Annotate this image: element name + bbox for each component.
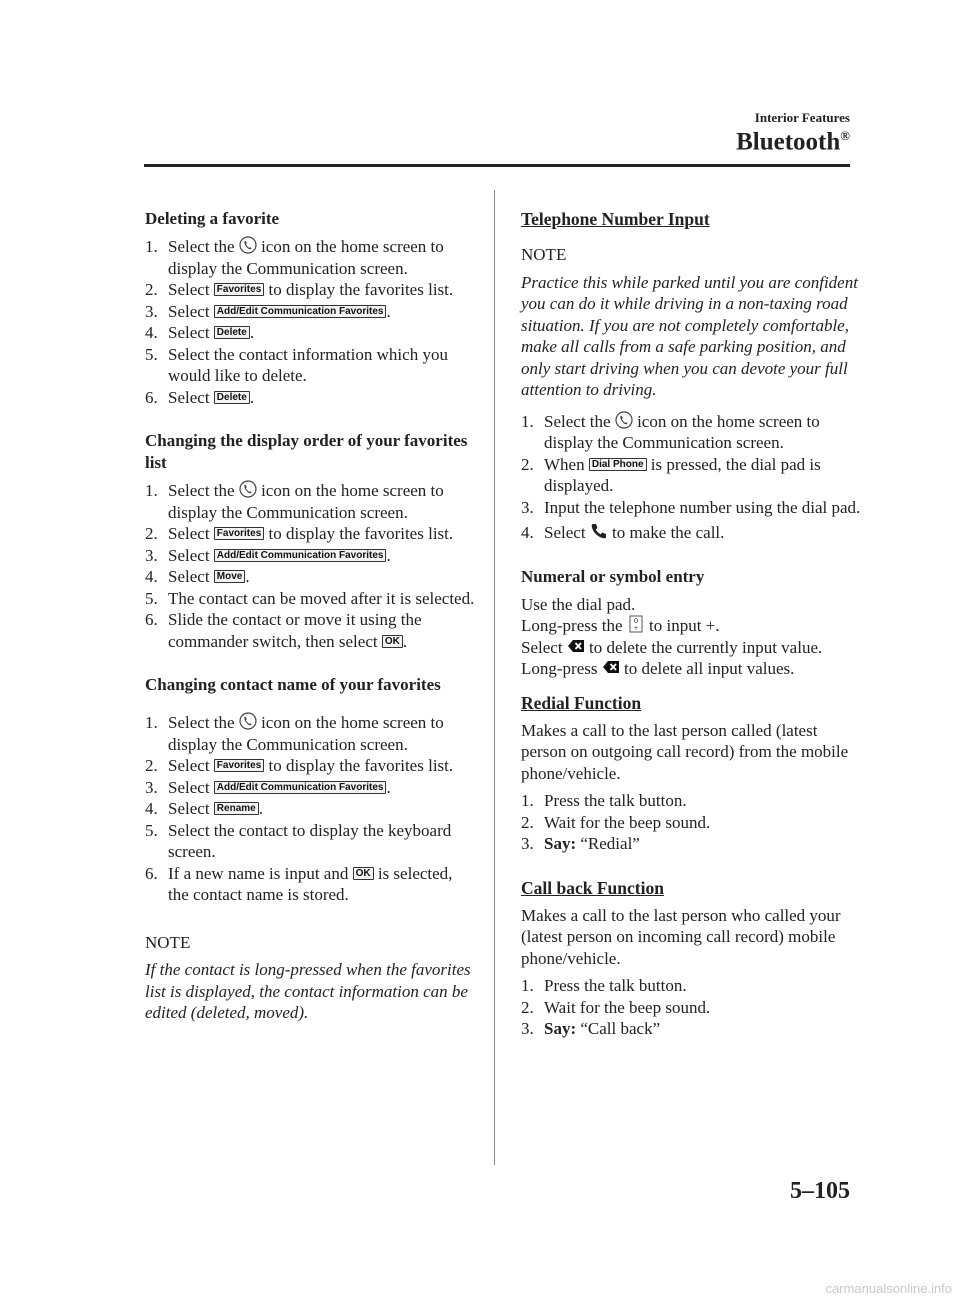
heading-telephone-number-input: Telephone Number Input bbox=[521, 209, 710, 229]
favorites-button: Favorites bbox=[214, 759, 264, 772]
step-number: 4. bbox=[145, 323, 158, 342]
list-item bbox=[145, 301, 475, 323]
line-text: Select bbox=[521, 637, 563, 657]
list-item bbox=[145, 588, 475, 610]
line-text: to delete all input values. bbox=[623, 659, 795, 678]
step-number: 1. bbox=[145, 481, 158, 500]
step-number: 3. bbox=[145, 301, 158, 321]
list-item bbox=[145, 236, 475, 279]
callback-description: Makes a call to the last person who called your (latest person on incoming call record) mobile phone/vehicle. bbox=[521, 905, 841, 968]
step-text: icon on the home screen to display the Communication screen. bbox=[168, 481, 444, 522]
numeral-line bbox=[521, 658, 861, 680]
list-item bbox=[521, 522, 861, 544]
steps-contact-name bbox=[145, 712, 475, 906]
step-text: Select the bbox=[544, 411, 611, 431]
step-number: 1. bbox=[145, 237, 158, 256]
page-title-text: Bluetooth bbox=[736, 128, 841, 156]
ok-button: OK bbox=[353, 867, 374, 880]
step-number: 6. bbox=[145, 387, 158, 407]
step-number: 2. bbox=[521, 812, 534, 832]
step-number: 5. bbox=[145, 820, 158, 840]
steps-deleting-favorite bbox=[145, 236, 475, 408]
rename-button: Rename bbox=[214, 802, 259, 815]
heading-display-order: Changing the display order of your favorites list bbox=[145, 431, 468, 472]
step-text: “Call back” bbox=[580, 1019, 661, 1038]
step-text: Select bbox=[168, 777, 210, 797]
step-text: to make the call. bbox=[612, 523, 725, 542]
step-text: The contact can be moved after it is selected. bbox=[168, 588, 475, 608]
step-text: Select the bbox=[168, 481, 235, 500]
header-rule bbox=[144, 164, 850, 167]
step-text: Select bbox=[168, 280, 210, 299]
dial-phone-button: Dial Phone bbox=[589, 458, 647, 471]
step-text: to display the favorites list. bbox=[268, 524, 454, 543]
step-text: Select bbox=[168, 524, 210, 543]
heading-numeral-symbol-entry: Numeral or symbol entry bbox=[521, 566, 705, 586]
line-text: to delete the currently input value. bbox=[589, 637, 823, 657]
step-text: Select bbox=[168, 387, 210, 407]
step-text: . bbox=[249, 387, 255, 407]
list-item bbox=[521, 790, 861, 812]
step-text: Wait for the beep sound. bbox=[544, 812, 711, 832]
step-number: 5. bbox=[145, 588, 158, 608]
list-item bbox=[521, 411, 861, 454]
step-number: 2. bbox=[145, 524, 158, 543]
step-number: 1. bbox=[145, 713, 158, 732]
ok-button: OK bbox=[382, 635, 403, 648]
numeral-line: Use the dial pad. bbox=[521, 594, 636, 614]
backspace-icon bbox=[602, 658, 620, 676]
step-text: . bbox=[386, 545, 391, 565]
page-title bbox=[736, 128, 850, 156]
favorites-button: Favorites bbox=[214, 283, 264, 296]
step-number: 2. bbox=[521, 454, 534, 474]
step-text: is selected, the contact name is stored. bbox=[168, 863, 453, 904]
favorites-button: Favorites bbox=[214, 527, 264, 540]
backspace-icon bbox=[567, 637, 585, 655]
say-label: Say: bbox=[544, 1019, 577, 1038]
phone-handset-icon bbox=[590, 522, 608, 540]
step-number: 3. bbox=[521, 497, 534, 517]
list-item bbox=[145, 279, 475, 301]
step-text: . bbox=[386, 301, 391, 321]
step-text: Press the talk button. bbox=[544, 976, 687, 995]
right-column bbox=[521, 208, 861, 1040]
note-text: Practice this while parked until you are confident you can do it while driving in a non-taxing road situation. If you are not completely comfortable, make all calls from a safe parking position, and only start driving when you can devote your full attention to driving. bbox=[521, 272, 858, 399]
step-text: Select the bbox=[168, 713, 235, 732]
step-text: Select bbox=[168, 545, 210, 565]
step-number: 1. bbox=[521, 791, 534, 810]
step-text: Select bbox=[168, 301, 210, 321]
numeral-line bbox=[521, 615, 861, 637]
watermark-link[interactable]: carmanualsonline.info bbox=[825, 1281, 952, 1296]
delete-button: Delete bbox=[214, 391, 250, 404]
list-item bbox=[145, 322, 475, 344]
step-text: Select the contact information which you would like to delete. bbox=[168, 344, 448, 385]
step-text: to display the favorites list. bbox=[268, 756, 454, 775]
add-edit-favorites-button: Add/Edit Communication Favorites bbox=[214, 305, 387, 318]
step-text: Select bbox=[544, 523, 586, 542]
step-text: icon on the home screen to display the Communication screen. bbox=[168, 237, 444, 278]
step-text: . bbox=[402, 631, 408, 651]
step-number: 6. bbox=[145, 863, 158, 883]
list-item bbox=[145, 798, 475, 820]
list-item bbox=[145, 566, 475, 588]
list-item bbox=[521, 1018, 861, 1040]
step-text: to display the favorites list. bbox=[268, 280, 454, 299]
list-item bbox=[521, 497, 861, 519]
note-label: NOTE bbox=[521, 245, 567, 264]
list-item bbox=[521, 997, 861, 1019]
step-text: Select bbox=[168, 799, 210, 818]
list-item bbox=[145, 545, 475, 567]
step-number: 5. bbox=[145, 344, 158, 364]
list-item bbox=[145, 523, 475, 545]
steps-call-back bbox=[521, 975, 861, 1040]
page-number: 5–105 bbox=[790, 1178, 850, 1204]
list-item bbox=[145, 609, 475, 652]
step-text: Press the talk button. bbox=[544, 791, 687, 810]
registered-mark: ® bbox=[840, 128, 850, 143]
step-text: Select the contact to display the keyboard screen. bbox=[168, 820, 452, 861]
delete-button: Delete bbox=[214, 326, 250, 339]
steps-redial bbox=[521, 790, 861, 855]
step-text: Select bbox=[168, 756, 210, 775]
communication-icon bbox=[239, 712, 257, 730]
step-text: When bbox=[544, 454, 585, 474]
communication-icon bbox=[239, 480, 257, 498]
step-number: 4. bbox=[145, 567, 158, 586]
line-text: to input +. bbox=[649, 616, 720, 635]
step-text: Select bbox=[168, 323, 210, 342]
heading-deleting-favorite: Deleting a favorite bbox=[145, 209, 280, 228]
step-number: 2. bbox=[521, 997, 534, 1017]
steps-display-order bbox=[145, 480, 475, 652]
communication-icon bbox=[615, 411, 633, 429]
section-label: Interior Features bbox=[754, 110, 850, 125]
step-text: Select bbox=[168, 567, 210, 586]
step-number: 1. bbox=[521, 411, 534, 431]
heading-redial-function: Redial Function bbox=[521, 692, 642, 713]
step-text: Select the bbox=[168, 237, 235, 256]
step-number: 2. bbox=[145, 756, 158, 775]
step-number: 3. bbox=[521, 1019, 534, 1038]
move-button: Move bbox=[214, 570, 246, 583]
step-text: . bbox=[386, 777, 391, 797]
step-number: 3. bbox=[145, 777, 158, 797]
list-item bbox=[145, 387, 475, 409]
add-edit-favorites-button: Add/Edit Communication Favorites bbox=[214, 549, 387, 562]
list-item bbox=[521, 812, 861, 834]
list-item bbox=[145, 755, 475, 777]
step-text: Wait for the beep sound. bbox=[544, 997, 711, 1017]
step-number: 4. bbox=[521, 523, 534, 542]
step-text: icon on the home screen to display the Communication screen. bbox=[168, 713, 444, 754]
step-text: icon on the home screen to display the Communication screen. bbox=[544, 411, 820, 452]
step-text: “Redial” bbox=[580, 834, 640, 853]
list-item bbox=[145, 480, 475, 523]
list-item bbox=[145, 777, 475, 799]
note-text: If the contact is long-pressed when the favorites list is displayed, the contact information can be edited (deleted, moved). bbox=[145, 960, 471, 1022]
zero-plus-key-icon bbox=[627, 615, 645, 633]
numeral-line bbox=[521, 637, 861, 659]
step-number: 6. bbox=[145, 610, 158, 629]
step-number: 3. bbox=[521, 834, 534, 853]
column-divider bbox=[494, 190, 495, 1165]
steps-telephone-input bbox=[521, 411, 861, 544]
step-text: If a new name is input and bbox=[168, 863, 349, 883]
add-edit-favorites-button: Add/Edit Communication Favorites bbox=[214, 781, 387, 794]
say-label: Say: bbox=[544, 834, 577, 853]
line-text: Long-press the bbox=[521, 616, 623, 635]
redial-description: Makes a call to the last person called (latest person on outgoing call record) from the mobile phone/vehicle. bbox=[521, 720, 849, 783]
step-text: Input the telephone number using the dial pad. bbox=[544, 497, 861, 517]
heading-call-back-function: Call back Function bbox=[521, 877, 664, 898]
step-text: . bbox=[258, 799, 263, 818]
left-column bbox=[145, 208, 475, 1024]
list-item bbox=[521, 833, 861, 855]
communication-icon bbox=[239, 236, 257, 254]
step-number: 3. bbox=[145, 545, 158, 565]
list-item bbox=[145, 863, 475, 906]
step-text: . bbox=[245, 567, 250, 586]
list-item bbox=[521, 454, 861, 497]
note-label: NOTE bbox=[145, 932, 191, 952]
step-number: 2. bbox=[145, 280, 158, 299]
list-item bbox=[145, 712, 475, 755]
list-item bbox=[145, 820, 475, 863]
step-text: Slide the contact or move it using the commander switch, then select bbox=[168, 610, 422, 651]
line-text: Long-press bbox=[521, 659, 598, 678]
step-number: 1. bbox=[521, 976, 534, 995]
step-text: . bbox=[249, 323, 255, 342]
heading-contact-name: Changing contact name of your favorites bbox=[145, 675, 441, 694]
step-number: 4. bbox=[145, 799, 158, 818]
list-item bbox=[521, 975, 861, 997]
list-item bbox=[145, 344, 475, 387]
step-text: is pressed, the dial pad is displayed. bbox=[544, 454, 821, 495]
